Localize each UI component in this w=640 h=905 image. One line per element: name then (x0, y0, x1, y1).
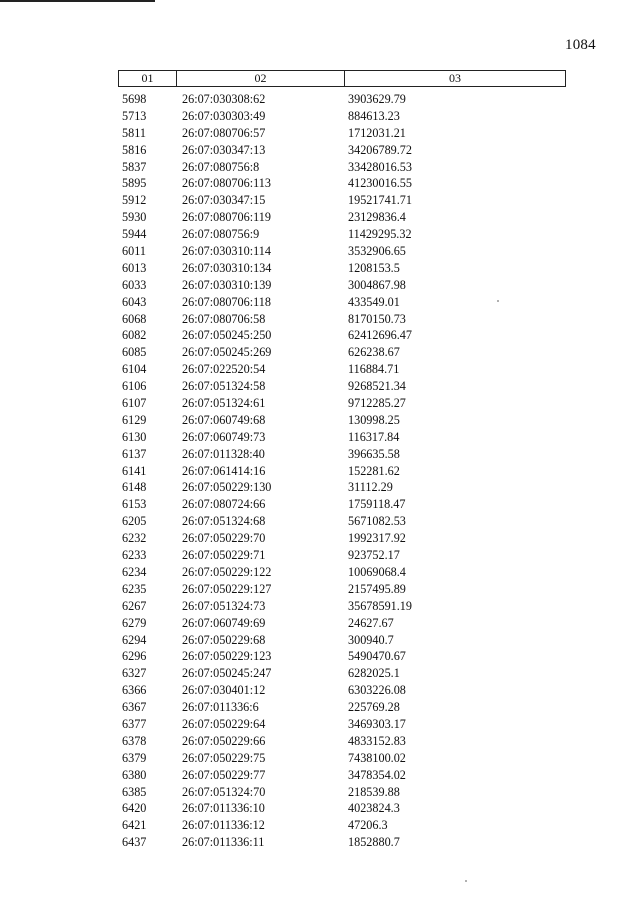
table-cell-col-2: 26:07:030347:15 (182, 193, 266, 208)
table-row (0, 344, 640, 361)
table-row (0, 615, 640, 632)
table-cell-col-3: 116884.71 (348, 362, 400, 377)
table-cell-col-1: 6148 (122, 480, 147, 495)
table-body (0, 91, 640, 851)
table-row (0, 665, 640, 682)
table-cell-col-1: 6296 (122, 649, 147, 664)
table-cell-col-1: 6013 (122, 260, 147, 275)
table-row (0, 632, 640, 649)
table-cell-col-2: 26:07:011336:10 (182, 801, 265, 816)
table-row (0, 530, 640, 547)
table-cell-col-3: 1759118.47 (348, 497, 406, 512)
table-row (0, 513, 640, 530)
table-cell-col-3: 3903629.79 (348, 92, 406, 106)
table-cell-col-2: 26:07:080756:9 (182, 227, 260, 242)
table-cell-col-2: 26:07:080706:57 (182, 125, 266, 140)
table-cell-col-3: 3478354.02 (348, 767, 406, 782)
table-cell-col-1: 6104 (122, 362, 147, 377)
table-cell-col-3: 31112.29 (348, 480, 393, 495)
table-cell-col-1: 6327 (122, 666, 147, 681)
table-cell-col-1: 5895 (122, 176, 147, 191)
table-cell-col-2: 26:07:060749:69 (182, 615, 266, 630)
table-row (0, 767, 640, 784)
table-cell-col-2: 26:07:061414:16 (182, 463, 266, 478)
table-cell-col-3: 130998.25 (348, 412, 400, 427)
table-cell-col-2: 26:07:050245:269 (182, 345, 272, 360)
table-cell-col-3: 5671082.53 (348, 514, 406, 529)
table-cell-col-2: 26:07:030303:49 (182, 108, 266, 123)
table-cell-col-3: 6303226.08 (348, 683, 406, 698)
table-cell-col-2: 26:07:050229:66 (182, 733, 266, 748)
table-cell-col-3: 8170150.73 (348, 311, 406, 326)
table-row (0, 429, 640, 446)
table-cell-col-3: 433549.01 (348, 294, 400, 309)
table-cell-col-1: 6107 (122, 396, 147, 411)
table-row (0, 108, 640, 125)
scan-speck (465, 880, 467, 882)
table-cell-col-3: 396635.58 (348, 446, 400, 461)
table-row (0, 463, 640, 480)
table-cell-col-3: 2157495.89 (348, 581, 406, 596)
table-cell-col-1: 5944 (122, 227, 147, 242)
table-row (0, 750, 640, 767)
table-cell-col-3: 47206.3 (348, 818, 388, 833)
table-cell-col-3: 923752.17 (348, 548, 400, 563)
table-cell-col-3: 116317.84 (348, 429, 400, 444)
table-row (0, 395, 640, 412)
table-cell-col-1: 6106 (122, 379, 147, 394)
table-row (0, 699, 640, 716)
table-cell-col-2: 26:07:050229:64 (182, 716, 266, 731)
table-cell-col-3: 23129836.4 (348, 210, 406, 225)
table-cell-col-2: 26:07:051324:61 (182, 396, 266, 411)
table-cell-col-2: 26:07:050229:130 (182, 480, 272, 495)
table-cell-col-1: 5811 (122, 125, 146, 140)
table-cell-col-3: 1712031.21 (348, 125, 406, 140)
table-cell-col-1: 6279 (122, 615, 147, 630)
table-cell-col-3: 626238.67 (348, 345, 400, 360)
table-row (0, 479, 640, 496)
table-cell-col-3: 7438100.02 (348, 750, 406, 765)
table-cell-col-2: 26:07:080706:119 (182, 210, 271, 225)
table-cell-col-1: 6378 (122, 733, 147, 748)
table-row (0, 834, 640, 851)
table-cell-col-3: 3532906.65 (348, 244, 406, 259)
table-cell-col-1: 6366 (122, 683, 147, 698)
table-cell-col-1: 5713 (122, 108, 147, 123)
table-cell-col-3: 4023824.3 (348, 801, 400, 816)
table-cell-col-1: 6085 (122, 345, 147, 360)
table-cell-col-2: 26:07:050229:70 (182, 531, 266, 546)
table-cell-col-1: 6380 (122, 767, 147, 782)
table-cell-col-1: 6233 (122, 548, 147, 563)
table-cell-col-2: 26:07:051324:70 (182, 784, 266, 799)
table-cell-col-2: 26:07:030310:134 (182, 260, 272, 275)
table-cell-col-2: 26:07:050245:247 (182, 666, 272, 681)
table-cell-col-1: 6153 (122, 497, 147, 512)
scan-speck (497, 300, 499, 302)
table-cell-col-3: 11429295.32 (348, 227, 412, 242)
table-header (118, 70, 566, 87)
table-cell-col-2: 26:07:050245:250 (182, 328, 272, 343)
table-row (0, 192, 640, 209)
top-rule (0, 0, 155, 2)
table-cell-col-1: 6043 (122, 294, 147, 309)
table-row (0, 378, 640, 395)
table-cell-col-1: 6205 (122, 514, 147, 529)
table-cell-col-1: 6082 (122, 328, 147, 343)
table-cell-col-2: 26:07:080706:118 (182, 294, 271, 309)
table-cell-col-1: 6437 (122, 835, 147, 850)
table-cell-col-1: 5698 (122, 92, 147, 106)
table-cell-col-3: 225769.28 (348, 700, 400, 715)
table-row (0, 91, 640, 108)
table-row (0, 311, 640, 328)
table-cell-col-3: 9712285.27 (348, 396, 406, 411)
table-cell-col-2: 26:07:011328:40 (182, 446, 265, 461)
table-cell-col-2: 26:07:011336:11 (182, 835, 265, 850)
table-row (0, 294, 640, 311)
table-row (0, 209, 640, 226)
table-row (0, 716, 640, 733)
table-row (0, 547, 640, 564)
table-cell-col-1: 5816 (122, 142, 147, 157)
table-row (0, 277, 640, 294)
table-row (0, 733, 640, 750)
table-cell-col-3: 10069068.4 (348, 564, 406, 579)
table-cell-col-1: 6232 (122, 531, 147, 546)
table-cell-col-2: 26:07:050229:123 (182, 649, 272, 664)
table-cell-col-2: 26:07:080724:66 (182, 497, 266, 512)
table-cell-col-1: 6267 (122, 598, 147, 613)
table-cell-col-3: 62412696.47 (348, 328, 412, 343)
table-row (0, 817, 640, 834)
table-cell-col-3: 884613.23 (348, 108, 400, 123)
table-cell-col-2: 26:07:080756:8 (182, 159, 260, 174)
table-row (0, 260, 640, 277)
table-cell-col-1: 6068 (122, 311, 147, 326)
table-cell-col-2: 26:07:050229:68 (182, 632, 266, 647)
table-cell-col-2: 26:07:011336:12 (182, 818, 265, 833)
table-cell-col-2: 26:07:051324:73 (182, 598, 266, 613)
table-row (0, 361, 640, 378)
table-row (0, 784, 640, 801)
table-cell-col-2: 26:07:030310:139 (182, 277, 272, 292)
table-row (0, 142, 640, 159)
table-cell-col-3: 1992317.92 (348, 531, 406, 546)
table-row (0, 800, 640, 817)
table-row (0, 581, 640, 598)
table-cell-col-3: 1852880.7 (348, 835, 400, 850)
table-cell-col-2: 26:07:050229:77 (182, 767, 266, 782)
table-cell-col-1: 6235 (122, 581, 147, 596)
table-cell-col-1: 6137 (122, 446, 147, 461)
table-cell-col-1: 5912 (122, 193, 147, 208)
table-row (0, 496, 640, 513)
table-cell-col-1: 6129 (122, 412, 147, 427)
table-cell-col-2: 26:07:051324:58 (182, 379, 266, 394)
table-cell-col-3: 3469303.17 (348, 716, 406, 731)
table-cell-col-1: 5837 (122, 159, 147, 174)
table-cell-col-1: 6420 (122, 801, 147, 816)
table-cell-col-2: 26:07:080706:113 (182, 176, 271, 191)
table-cell-col-1: 6377 (122, 716, 147, 731)
table-cell-col-2: 26:07:060749:68 (182, 412, 266, 427)
table-cell-col-3: 218539.88 (348, 784, 400, 799)
table-cell-col-1: 6294 (122, 632, 147, 647)
table-cell-col-1: 6234 (122, 564, 147, 579)
table-row (0, 682, 640, 699)
table-cell-col-2: 26:07:060749:73 (182, 429, 266, 444)
table-cell-col-2: 26:07:080706:58 (182, 311, 266, 326)
table-cell-col-3: 19521741.71 (348, 193, 412, 208)
table-cell-col-1: 6141 (122, 463, 147, 478)
table-cell-col-1: 6033 (122, 277, 147, 292)
table-cell-col-3: 33428016.53 (348, 159, 412, 174)
table-cell-col-3: 41230016.55 (348, 176, 412, 191)
table-cell-col-1: 6130 (122, 429, 147, 444)
header-col-3: 03 (449, 71, 461, 85)
table-cell-col-2: 26:07:030308:62 (182, 92, 266, 106)
table-cell-col-1: 6385 (122, 784, 147, 799)
table-cell-col-3: 6282025.1 (348, 666, 400, 681)
table-cell-col-2: 26:07:050229:122 (182, 564, 272, 579)
page-number: 1084 (565, 37, 596, 53)
table-cell-col-1: 6011 (122, 244, 146, 259)
table-cell-col-1: 5930 (122, 210, 147, 225)
table-row (0, 598, 640, 615)
table-cell-col-3: 3004867.98 (348, 277, 406, 292)
table-row (0, 327, 640, 344)
table-row (0, 159, 640, 176)
table-row (0, 226, 640, 243)
table-cell-col-3: 34206789.72 (348, 142, 412, 157)
table-row (0, 412, 640, 429)
table-cell-col-3: 4833152.83 (348, 733, 406, 748)
table-row (0, 175, 640, 192)
table-cell-col-3: 300940.7 (348, 632, 394, 647)
header-col-1: 01 (119, 71, 177, 86)
table-row (0, 648, 640, 665)
table-cell-col-3: 1208153.5 (348, 260, 400, 275)
table-cell-col-3: 24627.67 (348, 615, 394, 630)
table-cell-col-2: 26:07:030401:12 (182, 683, 266, 698)
table-cell-col-2: 26:07:011336:6 (182, 700, 259, 715)
table-row (0, 125, 640, 142)
table-cell-col-2: 26:07:022520:54 (182, 362, 266, 377)
table-cell-col-1: 6367 (122, 700, 147, 715)
table-cell-col-2: 26:07:050229:75 (182, 750, 266, 765)
table-cell-col-3: 152281.62 (348, 463, 400, 478)
table-cell-col-3: 5490470.67 (348, 649, 406, 664)
table-row (0, 564, 640, 581)
table-cell-col-2: 26:07:050229:127 (182, 581, 272, 596)
table-cell-col-3: 35678591.19 (348, 598, 412, 613)
table-cell-col-3: 9268521.34 (348, 379, 406, 394)
table-cell-col-2: 26:07:051324:68 (182, 514, 266, 529)
header-col-2: 02 (177, 71, 345, 86)
table-cell-col-2: 26:07:030310:114 (182, 244, 271, 259)
table-cell-col-2: 26:07:030347:13 (182, 142, 266, 157)
table-cell-col-2: 26:07:050229:71 (182, 548, 266, 563)
table-cell-col-1: 6421 (122, 818, 147, 833)
table-row (0, 243, 640, 260)
table-cell-col-1: 6379 (122, 750, 147, 765)
table-row (0, 446, 640, 463)
